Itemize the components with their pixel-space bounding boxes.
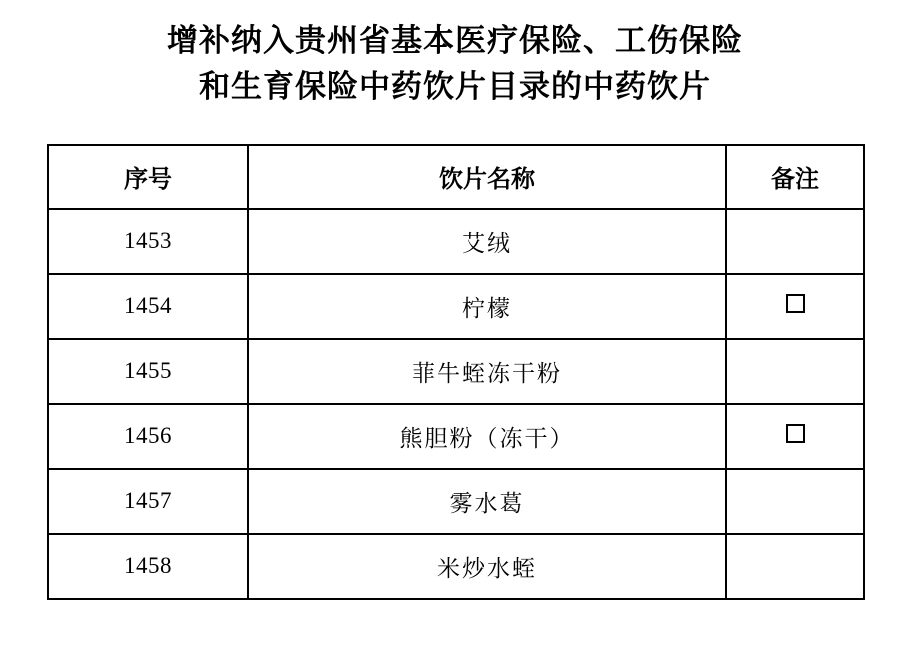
- cell-note: [726, 404, 864, 469]
- note-checkbox-icon: [786, 424, 805, 443]
- cell-name: 柠檬: [248, 274, 726, 339]
- cell-no: 1455: [48, 339, 248, 404]
- cell-note: [726, 339, 864, 404]
- cell-name: 熊胆粉（冻干）: [248, 404, 726, 469]
- note-checkbox-icon: [786, 294, 805, 313]
- cell-name: 艾绒: [248, 209, 726, 274]
- cell-no: 1457: [48, 469, 248, 534]
- page-title-line-2: 和生育保险中药饮片目录的中药饮片: [199, 68, 711, 104]
- cell-note: [726, 534, 864, 599]
- column-header-note: 备注: [726, 145, 864, 209]
- cell-name: 雾水葛: [248, 469, 726, 534]
- cell-no: 1453: [48, 209, 248, 274]
- table-row: [48, 534, 864, 599]
- cell-note: [726, 274, 864, 339]
- table-row: [48, 274, 864, 339]
- column-header-no: 序号: [48, 145, 248, 209]
- listing-table: [47, 144, 865, 600]
- page-title: [0, 0, 910, 110]
- table-row: [48, 209, 864, 274]
- cell-no: 1458: [48, 534, 248, 599]
- table-header-row: [48, 145, 864, 209]
- cell-name: 米炒水蛭: [248, 534, 726, 599]
- cell-note: [726, 209, 864, 274]
- listing-table-container: [47, 144, 863, 600]
- cell-note: [726, 469, 864, 534]
- cell-name: 菲牛蛭冻干粉: [248, 339, 726, 404]
- page-title-line-1: 增补纳入贵州省基本医疗保险、工伤保险: [167, 23, 743, 58]
- table-row: [48, 469, 864, 534]
- table-row: [48, 404, 864, 469]
- table-row: [48, 339, 864, 404]
- cell-no: 1456: [48, 404, 248, 469]
- column-header-name: 饮片名称: [248, 145, 726, 209]
- cell-no: 1454: [48, 274, 248, 339]
